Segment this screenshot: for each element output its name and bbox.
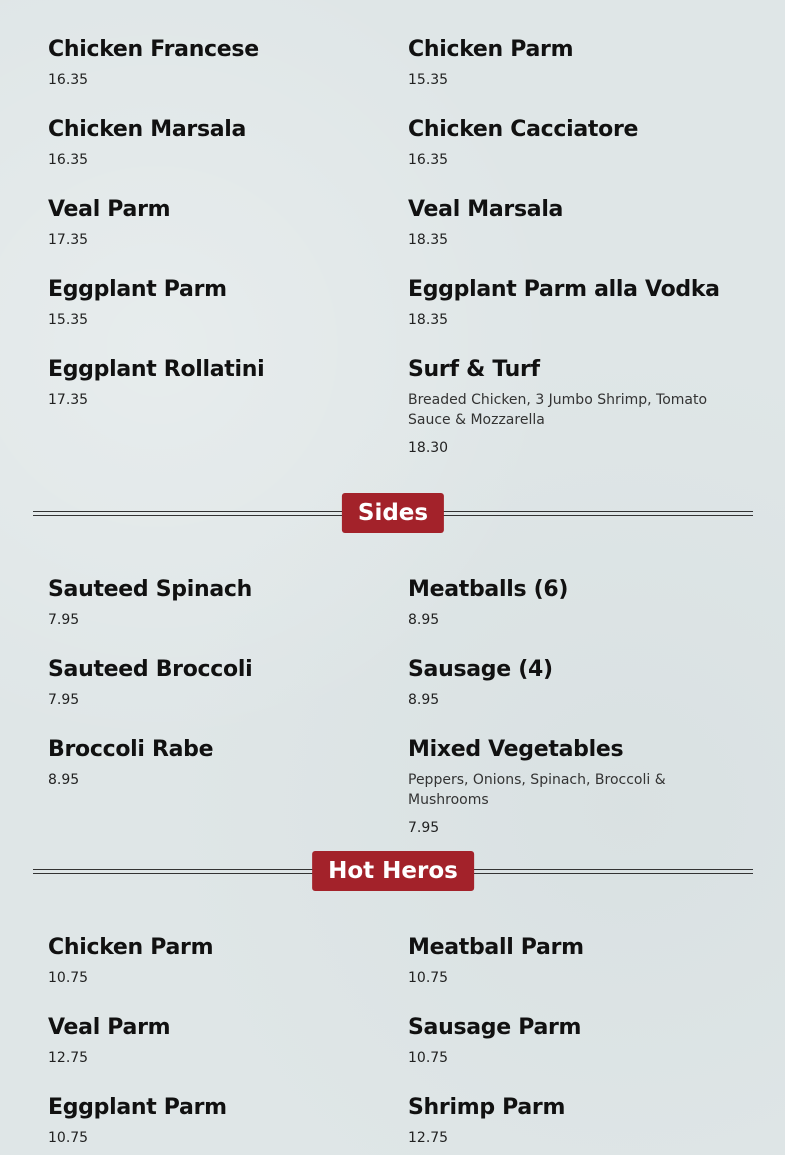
menu-item bbox=[48, 1094, 408, 1147]
menu-item bbox=[48, 36, 408, 89]
item-price: 16.35 bbox=[408, 152, 449, 168]
item-description: Peppers, Onions, Spinach, Broccoli & Mushrooms bbox=[408, 772, 666, 808]
menu-item bbox=[408, 1094, 748, 1147]
item-name: Chicken Francese bbox=[48, 37, 259, 62]
item-name: Meatball Parm bbox=[408, 935, 584, 960]
item-name: Shrimp Parm bbox=[408, 1095, 566, 1120]
item-name: Broccoli Rabe bbox=[48, 737, 214, 762]
hot-heros-section-header bbox=[33, 851, 753, 891]
menu-item bbox=[48, 934, 408, 987]
item-name: Veal Marsala bbox=[408, 197, 564, 222]
menu-item bbox=[48, 116, 408, 169]
item-price: 18.35 bbox=[408, 232, 449, 248]
item-name: Sauteed Broccoli bbox=[48, 657, 253, 682]
item-price: 10.75 bbox=[48, 970, 89, 986]
item-price: 10.75 bbox=[408, 1050, 449, 1066]
menu-item bbox=[408, 276, 748, 329]
item-name: Sausage (4) bbox=[408, 657, 553, 682]
menu-item bbox=[48, 356, 408, 457]
menu-item bbox=[408, 576, 748, 629]
item-description: Breaded Chicken, 3 Jumbo Shrimp, Tomato Sauce & Mozzarella bbox=[408, 392, 708, 428]
item-name: Chicken Marsala bbox=[48, 117, 247, 142]
menu-item bbox=[408, 36, 748, 89]
entrees-grid bbox=[48, 36, 748, 457]
item-price: 10.75 bbox=[408, 970, 449, 986]
sides-section-header bbox=[33, 493, 753, 533]
section-title: Sides bbox=[342, 493, 444, 533]
item-name: Eggplant Parm bbox=[48, 1095, 227, 1120]
item-name: Mixed Vegetables bbox=[408, 737, 624, 762]
item-price: 16.35 bbox=[48, 152, 89, 168]
item-name: Veal Parm bbox=[48, 1015, 171, 1040]
item-name: Sausage Parm bbox=[408, 1015, 582, 1040]
item-name: Eggplant Rollatini bbox=[48, 357, 265, 382]
menu-item bbox=[408, 736, 748, 837]
item-price: 18.35 bbox=[408, 312, 449, 328]
item-name: Chicken Parm bbox=[48, 935, 214, 960]
menu-item bbox=[48, 736, 408, 837]
item-price: 17.35 bbox=[48, 232, 89, 248]
item-price: 17.35 bbox=[48, 392, 89, 408]
menu-item bbox=[408, 656, 748, 709]
item-price: 8.95 bbox=[408, 692, 440, 708]
item-name: Meatballs (6) bbox=[408, 577, 569, 602]
menu-item bbox=[48, 276, 408, 329]
item-price: 12.75 bbox=[48, 1050, 89, 1066]
item-name: Chicken Cacciatore bbox=[408, 117, 639, 142]
menu-item bbox=[408, 196, 748, 249]
menu-item bbox=[408, 356, 748, 457]
item-price: 10.75 bbox=[48, 1130, 89, 1146]
item-price: 15.35 bbox=[408, 72, 449, 88]
item-name: Eggplant Parm alla Vodka bbox=[408, 277, 720, 302]
sides-grid bbox=[48, 576, 748, 837]
item-name: Veal Parm bbox=[48, 197, 171, 222]
item-price: 12.75 bbox=[408, 1130, 449, 1146]
item-price: 16.35 bbox=[48, 72, 89, 88]
menu-item bbox=[408, 934, 748, 987]
item-price: 7.95 bbox=[48, 692, 80, 708]
menu-item bbox=[48, 1014, 408, 1067]
menu-item bbox=[48, 656, 408, 709]
menu-item bbox=[48, 196, 408, 249]
menu-item bbox=[48, 576, 408, 629]
item-price: 7.95 bbox=[48, 612, 80, 628]
item-price: 18.30 bbox=[408, 440, 449, 456]
section-title: Hot Heros bbox=[312, 851, 474, 891]
item-name: Sauteed Spinach bbox=[48, 577, 252, 602]
item-price: 7.95 bbox=[408, 820, 440, 836]
item-name: Chicken Parm bbox=[408, 37, 574, 62]
menu-item bbox=[408, 116, 748, 169]
item-price: 8.95 bbox=[48, 772, 80, 788]
menu-item bbox=[408, 1014, 748, 1067]
item-price: 8.95 bbox=[408, 612, 440, 628]
hot-heros-grid bbox=[48, 934, 748, 1147]
item-price: 15.35 bbox=[48, 312, 89, 328]
item-name: Surf & Turf bbox=[408, 357, 540, 382]
item-name: Eggplant Parm bbox=[48, 277, 227, 302]
